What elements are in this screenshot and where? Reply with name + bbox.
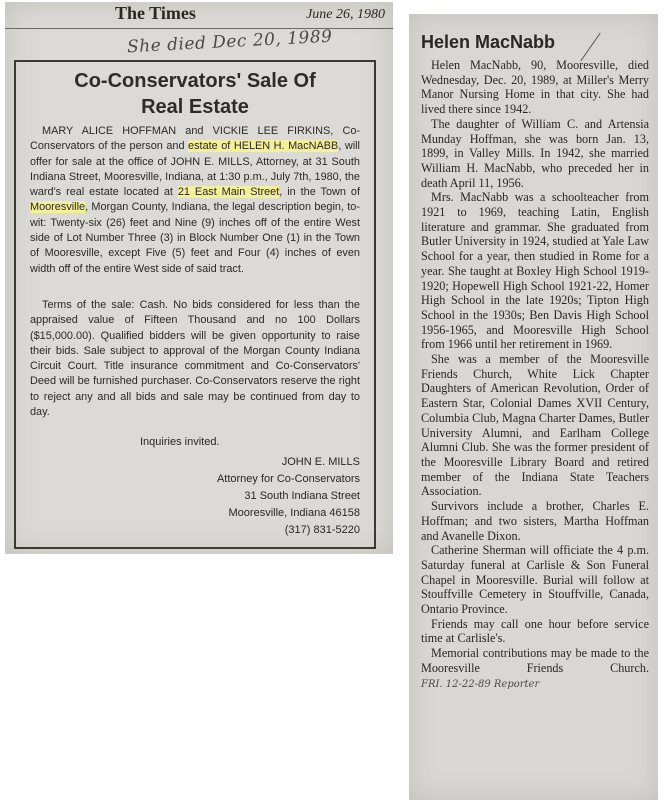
obituary-paragraph: Mrs. MacNabb was a schoolteacher from 1921 to 1969, teaching Latin, English literature and grammar. She graduated from Butler University in 1924, studied at Yale Law School for a year, then studied in Rome for a year. She taught at Boxley High School 1919-1920; Hopewell High School 1921-22, Homer High School in the late 1920s; Tipton High School in the 1930s; Ben Davis High School 1956-1965, and Mooresville High School from 1966 until her retirement in 1969.: [421, 190, 649, 352]
handwritten-source-note: FRI. 12-22-89 Reporter: [421, 678, 540, 690]
attorney-address: 31 South Indiana Street: [244, 490, 360, 502]
obituary-paragraph: She was a member of the Mooresville Friends Church, White Lick Chapter Daughters of American Revolution, Order of Eastern Star, Colonial Dames XVII Century, Columbia Club, Magna Charter Dames, Butler University Alumni, and Earlham College Alumni Club. She was the former president of the Mooresville Library Board and retired member of the Indiana State Teachers Association.: [421, 352, 649, 499]
obituary-paragraph: Helen MacNabb, 90, Mooresville, died Wednesday, Dec. 20, 1989, at Miller's Merry Manor Nursing Home in that city. She had lived there since 1942.: [421, 58, 649, 117]
obituary-paragraph: Survivors include a brother, Charles E. Hoffman; and two sisters, Martha Hoffman and Avanelle Dixon.: [421, 499, 649, 543]
notice-text: , will offer for sale at the office of JOHN E. MILLS, Attorney, at 31 South Indiana Street, Mooresville, Indiana, at 1:30 p.m., July 7th, 1980, the ward's real estate located at: [30, 140, 360, 199]
handwritten-death-note: She died Dec 20, 1989: [126, 26, 333, 58]
inquiries-line: Inquiries invited.: [140, 436, 220, 448]
obituary-clipping: [409, 14, 658, 800]
obituary-title: Helen MacNabb: [421, 32, 556, 52]
sale-notice-box: [14, 60, 376, 549]
newspaper-masthead: [5, 2, 393, 29]
notice-paragraph-2: Terms of the sale: Cash. No bids considered for less than the appraised value of Fifteen Thousand and no 100 Dollars ($15,000.00). Qualified bidders will be given opportunity to raise their bids. Sale subject to approval of the Morgan County Indiana Circuit Court. Title insurance commitment and Co-Conservators' Deed will be furnished purchaser. Co-Conservators reserve the right to reject any and all bids and sale may be continued from day to day.: [30, 299, 360, 419]
highlighted-text: Mooresville: [30, 201, 86, 214]
notice-title-line2: Real Estate: [141, 96, 249, 118]
highlighted-text: estate of HELEN H. MacNABB: [188, 140, 339, 153]
obituary-paragraph: The daughter of William C. and Artensia Munday Hoffman, she was born Jan. 13, 1899, in Valley Mills. In 1942, she married William H. MacNabb, who preceded her in death April 11, 1956.: [421, 116, 649, 190]
newspaper-name: The Times: [115, 3, 196, 23]
obituary-text: Memorial contributions may be made to the Mooresville Friends Church.: [421, 646, 649, 675]
notice-title-line1: Co-Conservators' Sale Of: [74, 70, 316, 92]
attorney-city: Mooresville, Indiana 46158: [228, 507, 360, 519]
publication-date: June 26, 1980: [306, 7, 385, 22]
notice-paragraph-1: [30, 124, 360, 277]
notice-text: , Morgan County, Indiana, the legal description begin, to-wit: Twenty-six (26) feet and Nine (9) inches off of the entire West side of Lot Number Three (3) in Block Number One (1) in the Town of Mooresville, except Five (5) feet and Four (4) inches of even width off of the entire West side of said tract.: [30, 201, 360, 275]
obituary-paragraph: [421, 646, 649, 692]
obituary-paragraph: Friends may call one hour before service time at Carlisle's.: [421, 616, 649, 646]
attorney-phone: (317) 831-5220: [284, 524, 360, 536]
notice-text: MARY ALICE HOFFMAN and VICKIE LEE FIRKINS, Co-Conservators of the person and: [30, 125, 360, 153]
obituary-paragraph: Catherine Sherman will officiate the 4 p.m. Saturday funeral at Carlisle & Son Funeral Chapel in Mooresville. Burial will follow at Stouffville Cemetery in Stouffville, Canada, Ontario Province.: [421, 543, 649, 617]
attorney-signature: [217, 454, 360, 539]
legal-notice-clipping: [5, 2, 393, 554]
notice-title: [16, 68, 374, 120]
notice-text: , in the Town of: [279, 186, 360, 199]
attorney-name: JOHN E. MILLS: [281, 456, 360, 468]
highlighted-text: 21 East Main Street: [177, 186, 280, 199]
obituary-body: [421, 58, 649, 692]
attorney-role: Attorney for Co-Conservators: [216, 473, 360, 485]
